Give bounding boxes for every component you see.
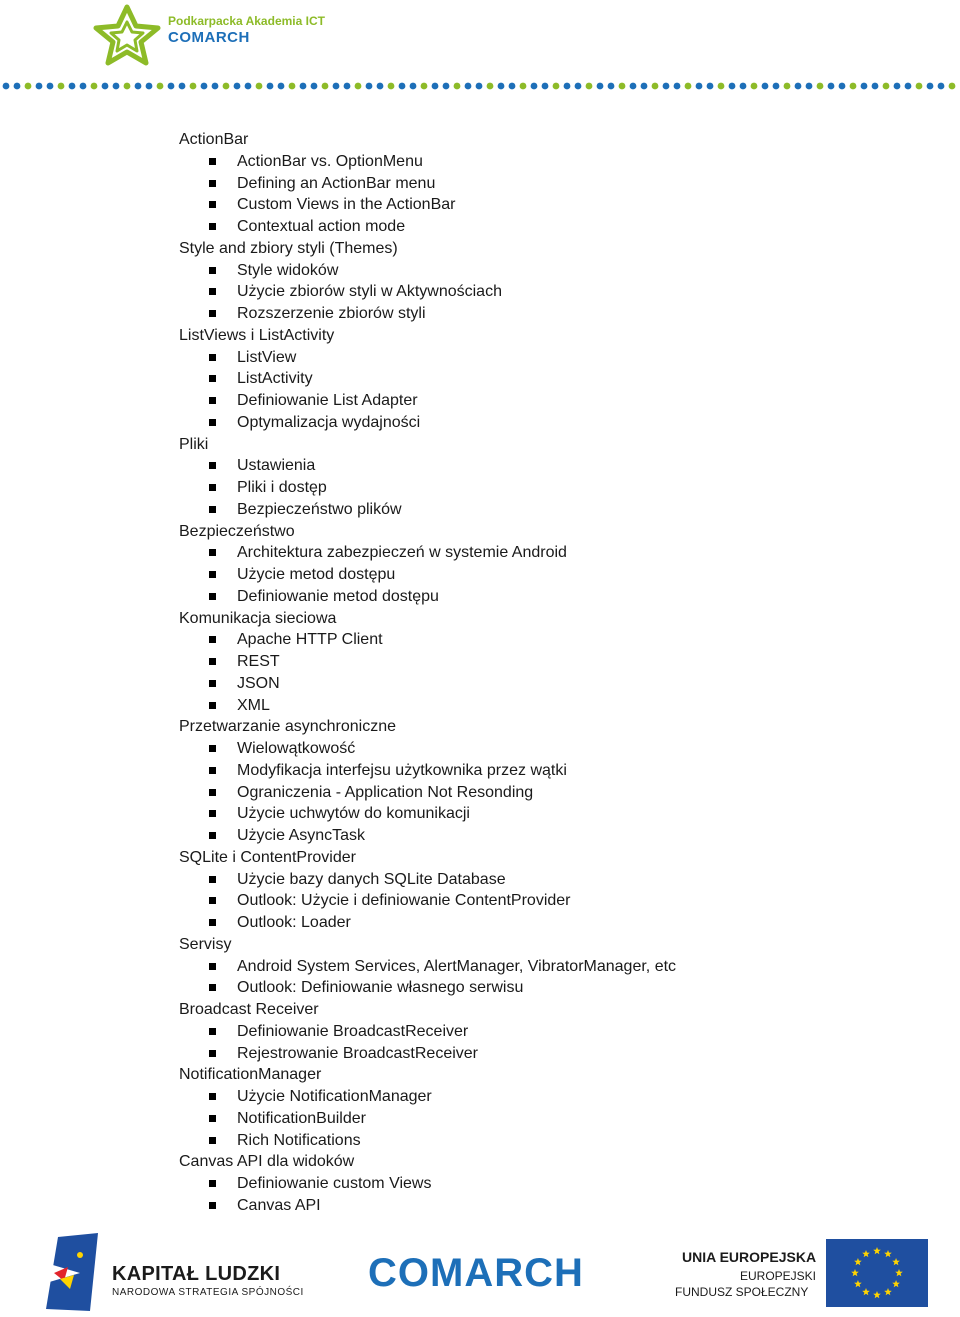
list-item (179, 564, 899, 586)
square-bullet-icon (209, 1115, 216, 1122)
square-bullet-icon (209, 267, 216, 274)
divider-dot (674, 83, 681, 90)
square-bullet-icon (209, 180, 216, 187)
divider-dot (795, 83, 802, 90)
list-item (179, 151, 899, 173)
section-title: Servisy (179, 935, 232, 953)
comarch-logo: COMARCH (368, 1251, 584, 1295)
divider-dot (289, 83, 296, 90)
section-title: Przetwarzanie asynchroniczne (179, 718, 396, 736)
list-item (179, 173, 899, 195)
square-bullet-icon (209, 702, 216, 709)
divider-dot (443, 83, 450, 90)
list-item (179, 281, 899, 303)
section-title: Komunikacja sieciowa (179, 609, 337, 627)
divider-dot (531, 83, 538, 90)
divider-dot (366, 83, 373, 90)
divider-dot (740, 83, 747, 90)
divider-dot (894, 83, 901, 90)
divider-dot (718, 83, 725, 90)
divider-dot (3, 83, 10, 90)
list-item-text: Definiowanie List Adapter (237, 392, 418, 409)
divider-dot (773, 83, 780, 90)
divider-dot (784, 83, 791, 90)
square-bullet-icon (209, 1180, 216, 1187)
divider-dot (542, 83, 549, 90)
kapital-ludzki-title: KAPITAŁ LUDZKI (112, 1263, 281, 1285)
divider-dot (905, 83, 912, 90)
divider-dot (102, 83, 109, 90)
divider-dot (432, 83, 439, 90)
list-item-text: Użycie metod dostępu (237, 566, 396, 583)
divider-dot (817, 83, 824, 90)
square-bullet-icon (209, 1028, 216, 1035)
divider-dot (355, 83, 362, 90)
square-bullet-icon (209, 223, 216, 230)
divider-dot (564, 83, 571, 90)
divider-dot (135, 83, 142, 90)
square-bullet-icon (209, 310, 216, 317)
section-title: NotificationManager (179, 1066, 322, 1084)
divider-dot (608, 83, 615, 90)
divider-dot (630, 83, 637, 90)
list-item (179, 803, 899, 825)
divider-dot (278, 83, 285, 90)
divider-dot (586, 83, 593, 90)
divider-dot (80, 83, 87, 90)
section-title: Canvas API dla widoków (179, 1153, 355, 1171)
square-bullet-icon (209, 810, 216, 817)
list-item-text: Definiowanie metod dostępu (237, 587, 439, 605)
square-bullet-icon (209, 897, 216, 904)
divider-dot (619, 83, 626, 90)
square-bullet-icon (209, 397, 216, 404)
square-bullet-icon (209, 658, 216, 665)
list-item (179, 825, 899, 847)
divider-dot (201, 83, 208, 90)
list-item (179, 390, 899, 412)
divider-dot (256, 83, 263, 90)
divider-dot (245, 83, 252, 90)
divider-dot (234, 83, 241, 90)
divider-dot (707, 83, 714, 90)
section-title: Bezpieczeństwo (179, 522, 295, 540)
logo-academy-name: Podkarpacka Akademia ICT (168, 14, 325, 28)
list-item-text: Rozszerzenie zbiorów styli (237, 305, 426, 322)
divider-dot (388, 83, 395, 90)
square-bullet-icon (209, 876, 216, 883)
divider-dot (872, 83, 879, 90)
divider-dot (322, 83, 329, 90)
divider-dot (575, 83, 582, 90)
divider-dot (14, 83, 21, 90)
divider-dot (498, 83, 505, 90)
divider-dot (487, 83, 494, 90)
square-bullet-icon (209, 375, 216, 382)
divider-dot (663, 83, 670, 90)
list-item-text: Custom Views in the ActionBar (237, 196, 456, 214)
divider-dot (311, 83, 318, 90)
list-item-text: NotificationBuilder (237, 1109, 366, 1127)
divider-dot (36, 83, 43, 90)
square-bullet-icon (209, 571, 216, 578)
list-item-text: Outlook: Użycie i definiowanie ContentProvider (237, 892, 571, 910)
divider-dot (212, 83, 219, 90)
divider-dot (839, 83, 846, 90)
list-item-text: XML (237, 696, 270, 714)
square-bullet-icon (209, 680, 216, 687)
square-bullet-icon (209, 158, 216, 165)
list-item (179, 216, 899, 238)
list-item (179, 412, 899, 434)
square-bullet-icon (209, 506, 216, 513)
divider-dot (927, 83, 934, 90)
list-item-text: ListActivity (237, 370, 313, 388)
kapital-ludzki-subtitle: NARODOWA STRATEGIA SPÓJNOŚCI (112, 1287, 304, 1298)
divider-dot (861, 83, 868, 90)
section-title: Style and zbiory styli (Themes) (179, 239, 398, 257)
akademia-ict-logo-icon (92, 4, 162, 66)
list-item (179, 673, 899, 695)
square-bullet-icon (209, 354, 216, 361)
divider-dot (91, 83, 98, 90)
square-bullet-icon (209, 984, 216, 991)
divider-dot (267, 83, 274, 90)
divider-dot (146, 83, 153, 90)
divider-dot (729, 83, 736, 90)
divider-dot (806, 83, 813, 90)
list-item (179, 1108, 899, 1130)
list-item-text: REST (237, 653, 280, 670)
square-bullet-icon (209, 1093, 216, 1100)
list-item (179, 695, 899, 717)
list-item (179, 977, 899, 999)
square-bullet-icon (209, 549, 216, 556)
divider-dot (333, 83, 340, 90)
divider-dot (762, 83, 769, 90)
page-header (0, 0, 960, 100)
divider-dot (553, 83, 560, 90)
list-item (179, 1195, 899, 1217)
list-item-text: Użycie AsyncTask (237, 827, 366, 844)
divider-dot (300, 83, 307, 90)
divider-dot (828, 83, 835, 90)
section-title: ListViews i ListActivity (179, 326, 335, 344)
list-item (179, 869, 899, 891)
logo-text (168, 14, 325, 47)
list-item-text: Architektura zabezpieczeń w systemie Android (237, 544, 567, 562)
square-bullet-icon (209, 1202, 216, 1209)
list-item (179, 586, 899, 608)
square-bullet-icon (209, 745, 216, 752)
list-item (179, 1173, 899, 1195)
list-item-text: Ustawienia (237, 457, 316, 475)
square-bullet-icon (209, 462, 216, 469)
square-bullet-icon (209, 767, 216, 774)
list-item (179, 347, 899, 369)
divider-dot (377, 83, 384, 90)
list-item-text: Pliki i dostęp (237, 479, 327, 496)
list-item (179, 1086, 899, 1108)
list-item (179, 956, 899, 978)
square-bullet-icon (209, 919, 216, 926)
list-item (179, 1021, 899, 1043)
list-item (179, 477, 899, 499)
list-item (179, 738, 899, 760)
efs-label-line2: FUNDUSZ SPOŁECZNY (675, 1285, 809, 1299)
divider-dot (157, 83, 164, 90)
divider-dot (641, 83, 648, 90)
list-item-text: Modyfikacja interfejsu użytkownika przez wątki (237, 761, 567, 779)
list-item-text: Definiowanie custom Views (237, 1175, 432, 1192)
list-item-text: Użycie zbiorów styli w Aktywnościach (237, 283, 502, 301)
list-item-text: Canvas API (237, 1196, 321, 1214)
list-item (179, 651, 899, 673)
list-item-text: Wielowątkowość (237, 740, 356, 757)
divider-dot (696, 83, 703, 90)
list-item (179, 368, 899, 390)
course-outline (179, 129, 899, 1217)
square-bullet-icon (209, 832, 216, 839)
divider-dot (168, 83, 175, 90)
divider-dot (47, 83, 54, 90)
list-item-text: Defining an ActionBar menu (237, 174, 436, 192)
divider-dot (113, 83, 120, 90)
divider-dot (597, 83, 604, 90)
divider-dot (916, 83, 923, 90)
square-bullet-icon (209, 593, 216, 600)
list-item-text: Rich Notifications (237, 1131, 361, 1149)
list-item (179, 1043, 899, 1065)
list-item-text: Contextual action mode (237, 218, 406, 235)
square-bullet-icon (209, 963, 216, 970)
list-item (179, 542, 899, 564)
divider-dot (652, 83, 659, 90)
divider-dot (509, 83, 516, 90)
divider-dot (25, 83, 32, 90)
list-item-text: ListView (237, 348, 297, 366)
list-item (179, 455, 899, 477)
square-bullet-icon (209, 201, 216, 208)
square-bullet-icon (209, 1050, 216, 1057)
list-item-text: Outlook: Definiowanie własnego serwisu (237, 979, 524, 997)
divider-dot (883, 83, 890, 90)
square-bullet-icon (209, 288, 216, 295)
list-item-text: Android System Services, AlertManager, VibratorManager, etc (237, 957, 677, 975)
logo-brand-name: COMARCH (168, 29, 250, 46)
list-item-text: Optymalizacja wydajności (237, 413, 421, 431)
section-title: Broadcast Receiver (179, 1001, 319, 1018)
divider-dot (69, 83, 76, 90)
page-footer (0, 1225, 960, 1317)
list-item (179, 303, 899, 325)
divider-dot (476, 83, 483, 90)
square-bullet-icon (209, 484, 216, 491)
list-item (179, 760, 899, 782)
square-bullet-icon (209, 636, 216, 643)
list-item-text: Bezpieczeństwo plików (237, 500, 402, 518)
list-item-text: ActionBar vs. OptionMenu (237, 152, 423, 170)
list-item-text: Ograniczenia - Application Not Resonding (237, 783, 534, 801)
divider-dot (344, 83, 351, 90)
list-item (179, 499, 899, 521)
list-item (179, 890, 899, 912)
list-item-text: Apache HTTP Client (237, 631, 383, 649)
list-item (179, 629, 899, 651)
divider-dot (223, 83, 230, 90)
kapital-ludzki-logo-icon (40, 1233, 104, 1313)
list-item-text: JSON (237, 674, 280, 692)
divider-dot (399, 83, 406, 90)
list-item (179, 912, 899, 934)
section-title: SQLite i ContentProvider (179, 848, 356, 866)
divider-dot (938, 83, 945, 90)
divider-dot (850, 83, 857, 90)
decorative-dotted-divider (0, 80, 960, 92)
list-item-text: Definiowanie BroadcastReceiver (237, 1022, 469, 1040)
divider-dot (949, 83, 956, 90)
list-item-text: Rejestrowanie BroadcastReceiver (237, 1044, 478, 1062)
list-item-text: Outlook: Loader (237, 914, 351, 931)
divider-dot (124, 83, 131, 90)
divider-dot (685, 83, 692, 90)
ue-label: UNIA EUROPEJSKA (682, 1249, 817, 1265)
section-title: Pliki (179, 435, 209, 453)
section-title: ActionBar (179, 131, 249, 148)
divider-dot (58, 83, 65, 90)
eu-flag-icon (826, 1239, 928, 1307)
divider-dot (421, 83, 428, 90)
divider-dot (454, 83, 461, 90)
divider-dot (520, 83, 527, 90)
list-item-text: Użycie NotificationManager (237, 1088, 432, 1105)
list-item (179, 260, 899, 282)
square-bullet-icon (209, 789, 216, 796)
list-item (179, 782, 899, 804)
efs-label-line1: EUROPEJSKI (740, 1269, 817, 1283)
list-item (179, 1130, 899, 1152)
divider-dot (465, 83, 472, 90)
list-item (179, 194, 899, 216)
divider-dot (410, 83, 417, 90)
divider-dot (190, 83, 197, 90)
square-bullet-icon (209, 419, 216, 426)
square-bullet-icon (209, 1137, 216, 1144)
list-item-text: Style widoków (237, 261, 339, 279)
divider-dot (179, 83, 186, 90)
divider-dot (751, 83, 758, 90)
list-item-text: Użycie bazy danych SQLite Database (237, 870, 506, 888)
list-item-text: Użycie uchwytów do komunikacji (237, 805, 470, 823)
